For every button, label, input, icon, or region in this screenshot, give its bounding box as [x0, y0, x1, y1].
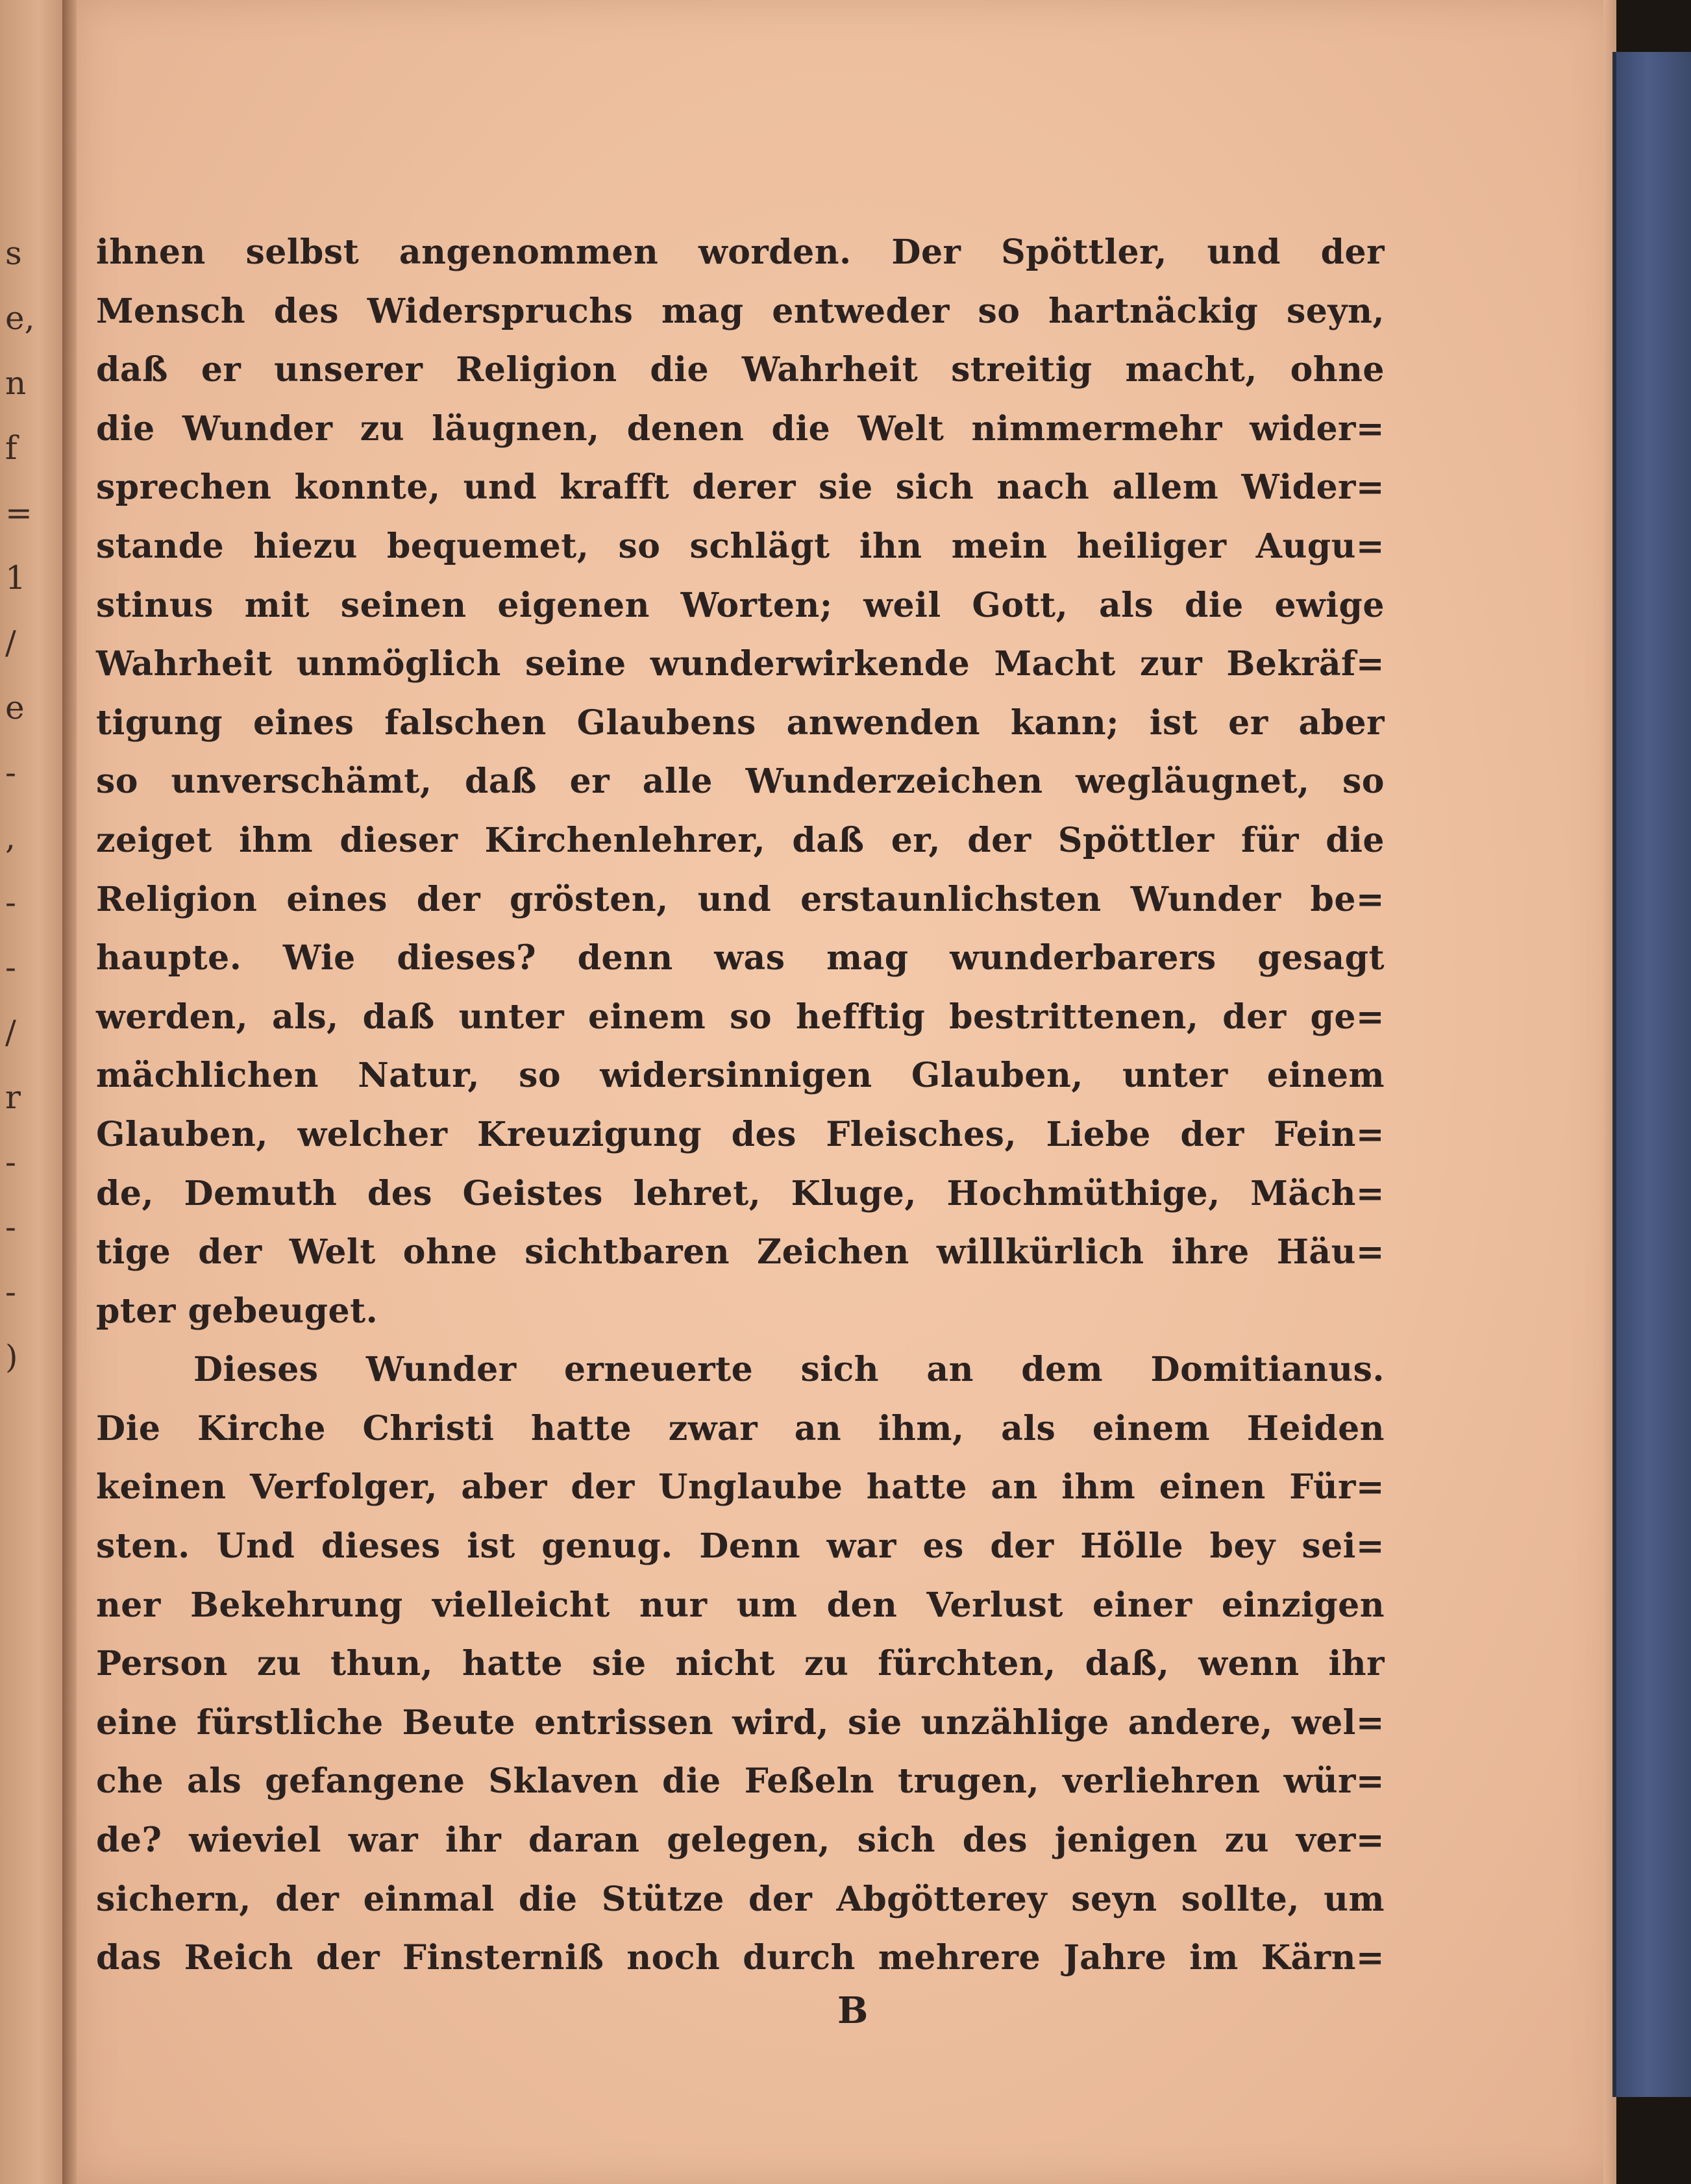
facing-page-fragment: e, — [5, 299, 35, 337]
facing-page-fragment: n — [5, 364, 27, 402]
text-line: tigung eines falschen Glaubens anwenden kann; ist er aber — [96, 702, 1385, 743]
text-line: pter gebeuget. — [96, 1291, 378, 1331]
facing-page-fragment: f — [5, 429, 18, 467]
page-body-text — [96, 223, 1385, 1988]
text-line: keinen Verfolger, aber der Unglaube hatte an ihm einen Für= — [96, 1467, 1385, 1508]
text-line: stinus mit seinen eigenen Worten; weil Gott, als die ewige — [96, 585, 1385, 625]
text-line: das Reich der Finsterniß noch durch mehrere Jahre im Kärn= — [96, 1938, 1385, 1978]
text-line: haupte. Wie dieses? denn was mag wunderbarers gesagt — [96, 938, 1385, 978]
text-line: Religion eines der grösten, und erstaunlichsten Wunder be= — [96, 879, 1385, 919]
facing-page-fragment: s — [5, 234, 22, 272]
facing-page-fragment: r — [5, 1078, 21, 1116]
text-line: eine fürstliche Beute entrissen wird, sie unzählige andere, wel= — [96, 1702, 1385, 1743]
text-line: die Wunder zu läugnen, denen die Welt nimmermehr wider= — [96, 408, 1385, 449]
facing-page-fragment: = — [5, 494, 32, 532]
text-line: Person zu thun, hatte sie nicht zu fürchten, daß, wenn ihr — [96, 1644, 1385, 1684]
facing-page-fragment: - — [5, 884, 16, 921]
text-line: Die Kirche Christi hatte zwar an ihm, als einem Heiden — [96, 1408, 1385, 1448]
text-line: Dieses Wunder erneuerte sich an dem Domitianus. — [193, 1350, 1385, 1390]
text-line: stande hiezu bequemet, so schlägt ihn mein heiliger Augu= — [96, 526, 1385, 566]
facing-page-fragment: e — [5, 689, 25, 726]
text-line: sprechen konnte, und krafft derer sie sich nach allem Wider= — [96, 467, 1385, 508]
text-line: Mensch des Widerspruchs mag entweder so hartnäckig seyn, — [96, 291, 1385, 331]
text-line: che als gefangene Sklaven die Feßeln trugen, verliehren wür= — [96, 1761, 1385, 1802]
facing-page-fragment: - — [5, 949, 16, 986]
facing-page-edge — [0, 0, 65, 2184]
text-line: de, Demuth des Geistes lehret, Kluge, Hochmüthige, Mäch= — [96, 1173, 1385, 1213]
facing-page-fragment: - — [5, 1208, 16, 1246]
facing-page-fragment: ) — [5, 1338, 18, 1376]
signature-mark: B — [837, 1989, 869, 2032]
text-line: Wahrheit unmöglich seine wunderwirkende Macht zur Bekräf= — [96, 644, 1385, 684]
text-line: zeiget ihm dieser Kirchenlehrer, daß er, der Spöttler für die — [96, 820, 1385, 860]
text-line: sten. Und dieses ist genug. Denn war es der Hölle bey sei= — [96, 1526, 1385, 1567]
text-line: de? wieviel war ihr daran gelegen, sich des jenigen zu ver= — [96, 1820, 1385, 1861]
book-cover-board — [1612, 52, 1691, 2097]
text-line: ihnen selbst angenommen worden. Der Spöttler, und der — [96, 232, 1385, 272]
facing-page-fragment: / — [5, 1013, 16, 1051]
facing-page-fragment: - — [5, 1273, 16, 1311]
text-line: werden, als, daß unter einem so hefftig bestrittenen, der ge= — [96, 997, 1385, 1037]
facing-page-fragment: - — [5, 754, 16, 791]
facing-page-fragments — [5, 221, 35, 1389]
text-line: sichern, der einmal die Stütze der Abgötterey seyn sollte, um — [96, 1879, 1385, 1919]
text-line: ner Bekehrung vielleicht nur um den Verlust einer einzigen — [96, 1585, 1385, 1625]
facing-page-fragment: , — [5, 819, 16, 856]
text-line: mächlichen Natur, so widersinnigen Glauben, unter einem — [96, 1056, 1385, 1096]
text-line: daß er unserer Religion die Wahrheit streitig macht, ohne — [96, 350, 1385, 390]
facing-page-fragment: - — [5, 1143, 16, 1181]
facing-page-fragment: / — [5, 624, 16, 662]
text-line: Glauben, welcher Kreuzigung des Fleisches, Liebe der Fein= — [96, 1114, 1385, 1154]
text-line: so unverschämt, daß er alle Wunderzeichen wegläugnet, so — [96, 762, 1385, 802]
facing-page-fragment: 1 — [5, 559, 26, 597]
text-line: tige der Welt ohne sichtbaren Zeichen willkürlich ihre Häu= — [96, 1232, 1385, 1272]
